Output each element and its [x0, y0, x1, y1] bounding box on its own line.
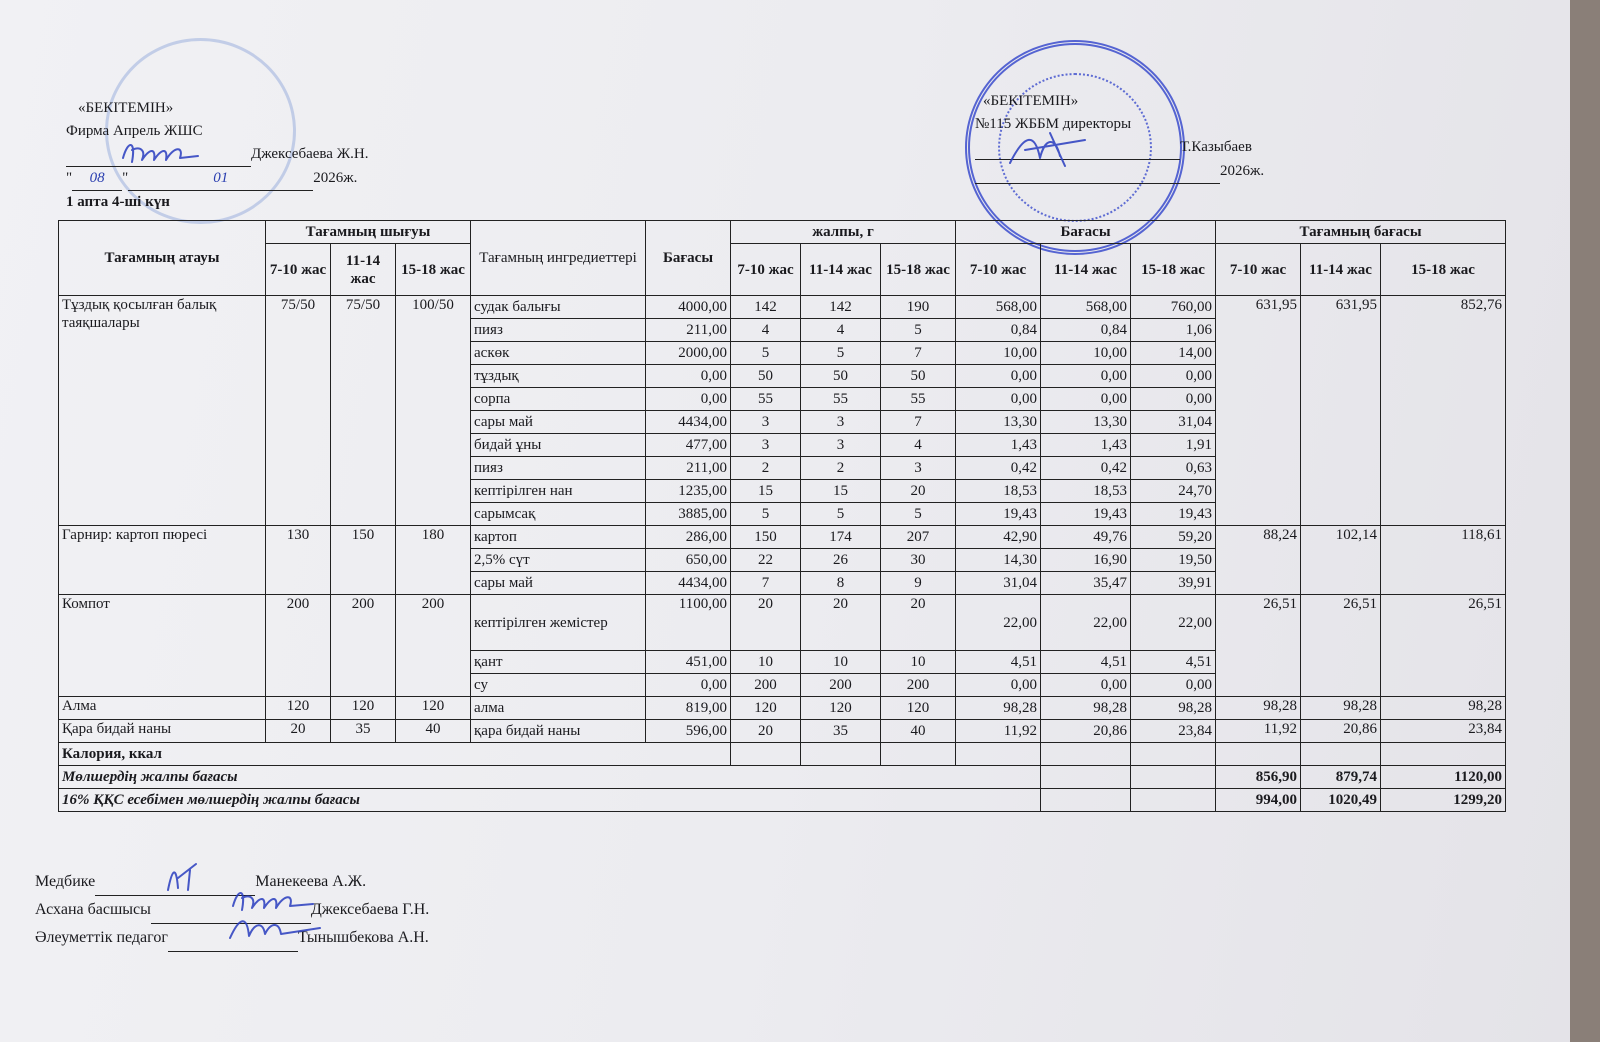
summary-value: 879,74: [1301, 766, 1381, 789]
ingredient-cost: 22,00: [1041, 595, 1131, 651]
ingredient-cost: 0,00: [956, 674, 1041, 697]
dish-output: 120: [266, 697, 331, 720]
ingredient-grams: 20: [881, 595, 956, 651]
ingredient-cost: 568,00: [956, 296, 1041, 319]
header-output-age: 7-10 жас: [266, 244, 331, 296]
ingredient-cost: 42,90: [956, 526, 1041, 549]
ingredient-name: сорпа: [471, 388, 646, 411]
ingredient-grams: 10: [881, 651, 956, 674]
ingredient-grams: 4: [801, 319, 881, 342]
ingredient-name: судак балығы: [471, 296, 646, 319]
ingredient-price: 211,00: [646, 319, 731, 342]
ingredient-price: 286,00: [646, 526, 731, 549]
ingredient-cost: 19,50: [1131, 549, 1216, 572]
approval-org: №115 ЖББМ директоры: [975, 116, 1132, 132]
approval-year: 2026ж.: [1220, 163, 1265, 179]
table-row: [59, 697, 1506, 720]
header-output: Тағамның шығуы: [266, 221, 471, 244]
ingredient-grams: 20: [881, 480, 956, 503]
approval-day: 08: [72, 167, 122, 191]
ingredient-grams: 55: [731, 388, 801, 411]
dish-total-cost: 26,51: [1381, 595, 1506, 697]
ingredient-grams: 120: [731, 697, 801, 720]
ingredient-cost: 0,84: [1041, 319, 1131, 342]
ingredient-grams: 9: [881, 572, 956, 595]
ingredient-cost: 4,51: [1131, 651, 1216, 674]
table-row: [59, 526, 1506, 549]
header-dish-cost: Тағамның бағасы: [1216, 221, 1506, 244]
empty-cell: [956, 743, 1041, 766]
ingredient-grams: 10: [801, 651, 881, 674]
signature-line-0: Медбике Манекеева А.Ж.: [35, 868, 429, 896]
ingredient-cost: 13,30: [1041, 411, 1131, 434]
ingredient-grams: 200: [731, 674, 801, 697]
ingredient-cost: 19,43: [1041, 503, 1131, 526]
ingredient-grams: 2: [801, 457, 881, 480]
ingredient-grams: 5: [801, 342, 881, 365]
ingredient-grams: 20: [801, 595, 881, 651]
ingredient-grams: 10: [731, 651, 801, 674]
dish-total-cost: 631,95: [1216, 296, 1301, 526]
ingredient-name: тұздық: [471, 365, 646, 388]
ingredient-price: 1235,00: [646, 480, 731, 503]
header-total-g: жалпы, г: [731, 221, 956, 244]
ingredient-grams: 5: [881, 503, 956, 526]
ingredient-name: су: [471, 674, 646, 697]
dish-total-cost: 102,14: [1301, 526, 1381, 595]
empty-cell: [1041, 743, 1131, 766]
ingredient-grams: 50: [801, 365, 881, 388]
ingredient-grams: 50: [731, 365, 801, 388]
approval-org: Фирма Апрель ЖШС: [66, 123, 203, 139]
dish-output: 120: [331, 697, 396, 720]
ingredient-grams: 2: [731, 457, 801, 480]
header-grams-age: 11-14 жас: [801, 244, 881, 296]
signature-line-2: Әлеуметтік педагог Тынышбекова А.Н.: [35, 924, 429, 952]
ingredient-cost: 0,42: [1041, 457, 1131, 480]
ingredient-cost: 20,86: [1041, 720, 1131, 743]
dish-total-cost: 20,86: [1301, 720, 1381, 743]
signature: [228, 884, 318, 914]
ingredient-grams: 142: [731, 296, 801, 319]
empty-cell: [1041, 789, 1131, 812]
header-cost: Бағасы: [956, 221, 1216, 244]
ingredient-name: қара бидай наны: [471, 720, 646, 743]
ingredient-cost: 18,53: [1041, 480, 1131, 503]
header-cost-age: 7-10 жас: [956, 244, 1041, 296]
ingredient-grams: 174: [801, 526, 881, 549]
ingredient-grams: 35: [801, 720, 881, 743]
approval-name: Т.Казыбаев: [1180, 139, 1252, 155]
summary-label: 16% ҚҚС есебімен мөлшердің жалпы бағасы: [59, 789, 1041, 812]
ingredient-grams: 4: [731, 319, 801, 342]
calories-row: [59, 743, 1506, 766]
ingredient-grams: 22: [731, 549, 801, 572]
ingredient-name: сарымсақ: [471, 503, 646, 526]
header-dish-cost-age: 7-10 жас: [1216, 244, 1301, 296]
ingredient-price: 211,00: [646, 457, 731, 480]
ingredient-cost: 1,43: [956, 434, 1041, 457]
ingredient-cost: 0,00: [956, 365, 1041, 388]
dish-name: Гарнир: картоп пюресі: [59, 526, 266, 595]
ingredient-cost: 98,28: [1041, 697, 1131, 720]
ingredient-price: 4000,00: [646, 296, 731, 319]
ingredient-grams: 150: [731, 526, 801, 549]
ingredient-cost: 0,63: [1131, 457, 1216, 480]
dish-total-cost: 852,76: [1381, 296, 1506, 526]
approval-month: 01: [128, 167, 313, 191]
ingredient-cost: 24,70: [1131, 480, 1216, 503]
ingredient-grams: 50: [881, 365, 956, 388]
calories-label: Калория, ккал: [59, 743, 731, 766]
dish-output: 150: [331, 526, 396, 595]
ingredient-cost: 0,00: [1131, 674, 1216, 697]
ingredient-cost: 0,00: [1131, 388, 1216, 411]
ingredient-price: 819,00: [646, 697, 731, 720]
ingredient-grams: 55: [801, 388, 881, 411]
dish-name: Тұздық қосылған балық таяқшалары: [59, 296, 266, 526]
ingredient-cost: 19,43: [1131, 503, 1216, 526]
ingredient-cost: 1,91: [1131, 434, 1216, 457]
dish-output: 35: [331, 720, 396, 743]
summary-value: 1299,20: [1381, 789, 1506, 812]
ingredient-grams: 5: [731, 342, 801, 365]
ingredient-cost: 10,00: [956, 342, 1041, 365]
header-ingredients: Тағамның ингредиеттері: [471, 221, 646, 296]
ingredient-cost: 31,04: [956, 572, 1041, 595]
dish-output: 200: [396, 595, 471, 697]
ingredient-price: 4434,00: [646, 572, 731, 595]
ingredient-price: 477,00: [646, 434, 731, 457]
ingredient-price: 596,00: [646, 720, 731, 743]
ingredient-grams: 8: [801, 572, 881, 595]
dish-total-cost: 26,51: [1216, 595, 1301, 697]
ingredient-cost: 23,84: [1131, 720, 1216, 743]
ingredient-price: 650,00: [646, 549, 731, 572]
ingredient-name: пияз: [471, 457, 646, 480]
ingredient-cost: 1,06: [1131, 319, 1216, 342]
dish-name: Қара бидай наны: [59, 720, 266, 743]
table-row: [59, 720, 1506, 743]
approval-name: Джексебаева Ж.Н.: [251, 146, 369, 162]
ingredient-cost: 22,00: [956, 595, 1041, 651]
empty-cell: [1131, 743, 1216, 766]
dish-total-cost: 26,51: [1301, 595, 1381, 697]
ingredient-cost: 18,53: [956, 480, 1041, 503]
header-dish-cost-age: 11-14 жас: [1301, 244, 1381, 296]
ingredient-name: бидай ұны: [471, 434, 646, 457]
dish-total-cost: 98,28: [1381, 697, 1506, 720]
dish-total-cost: 11,92: [1216, 720, 1301, 743]
empty-cell: [1301, 743, 1381, 766]
ingredient-cost: 14,30: [956, 549, 1041, 572]
table-row: [59, 595, 1506, 651]
empty-cell: [731, 743, 801, 766]
ingredient-price: 4434,00: [646, 411, 731, 434]
ingredient-cost: 98,28: [1131, 697, 1216, 720]
summary-label: Мөлшердің жалпы бағасы: [59, 766, 1041, 789]
dish-output: 200: [266, 595, 331, 697]
ingredient-cost: 16,90: [1041, 549, 1131, 572]
ingredient-cost: 4,51: [1041, 651, 1131, 674]
dish-name: Алма: [59, 697, 266, 720]
empty-cell: [1041, 766, 1131, 789]
ingredient-grams: 3: [801, 411, 881, 434]
signature: [160, 860, 210, 892]
ingredient-cost: 98,28: [956, 697, 1041, 720]
ingredient-cost: 0,42: [956, 457, 1041, 480]
ingredient-name: аскөк: [471, 342, 646, 365]
ingredient-name: кептірілген нан: [471, 480, 646, 503]
ingredient-cost: 49,76: [1041, 526, 1131, 549]
ingredient-cost: 0,00: [1041, 388, 1131, 411]
ingredient-name: пияз: [471, 319, 646, 342]
dish-output: 200: [331, 595, 396, 697]
approval-left: «БЕКІТЕМІН» Фирма Апрель ЖШС Джексебаева Ж.Н. " 08 " 01 2026ж. 1 апта 4-ші күн: [66, 97, 368, 214]
dish-total-cost: 23,84: [1381, 720, 1506, 743]
ingredient-name: сары май: [471, 411, 646, 434]
ingredient-grams: 120: [881, 697, 956, 720]
menu-table: [58, 220, 1506, 812]
table-row: [59, 296, 1506, 319]
ingredient-price: 3885,00: [646, 503, 731, 526]
ingredient-cost: 59,20: [1131, 526, 1216, 549]
ingredient-cost: 13,30: [956, 411, 1041, 434]
ingredient-name: картоп: [471, 526, 646, 549]
ingredient-cost: 39,91: [1131, 572, 1216, 595]
ingredient-grams: 26: [801, 549, 881, 572]
ingredient-grams: 200: [801, 674, 881, 697]
header-grams-age: 15-18 жас: [881, 244, 956, 296]
ingredient-grams: 3: [801, 434, 881, 457]
header-cost-age: 15-18 жас: [1131, 244, 1216, 296]
approval-year: 2026ж.: [313, 170, 358, 186]
dish-output: 180: [396, 526, 471, 595]
ingredient-price: 0,00: [646, 674, 731, 697]
ingredient-grams: 15: [801, 480, 881, 503]
summary-value: 994,00: [1216, 789, 1301, 812]
dish-total-cost: 98,28: [1301, 697, 1381, 720]
ingredient-price: 2000,00: [646, 342, 731, 365]
empty-cell: [1216, 743, 1301, 766]
ingredient-grams: 120: [801, 697, 881, 720]
header-output-age: 15-18 жас: [396, 244, 471, 296]
ingredient-name: 2,5% сүт: [471, 549, 646, 572]
ingredient-grams: 7: [731, 572, 801, 595]
ingredient-grams: 3: [731, 434, 801, 457]
vat-total-price-row: [59, 789, 1506, 812]
empty-cell: [801, 743, 881, 766]
header-price: Бағасы: [646, 221, 731, 296]
ingredient-grams: 5: [881, 319, 956, 342]
ingredient-price: 1100,00: [646, 595, 731, 651]
approval-title: «БЕКІТЕМІН»: [983, 93, 1079, 109]
dish-total-cost: 631,95: [1301, 296, 1381, 526]
ingredient-cost: 4,51: [956, 651, 1041, 674]
dish-output: 130: [266, 526, 331, 595]
dish-output: 75/50: [331, 296, 396, 526]
empty-cell: [881, 743, 956, 766]
empty-cell: [1381, 743, 1506, 766]
ingredient-grams: 7: [881, 342, 956, 365]
ingredient-grams: 15: [731, 480, 801, 503]
dish-total-cost: 98,28: [1216, 697, 1301, 720]
ingredient-grams: 190: [881, 296, 956, 319]
dish-output: 120: [396, 697, 471, 720]
ingredient-grams: 30: [881, 549, 956, 572]
ingredient-name: сары май: [471, 572, 646, 595]
ingredient-price: 0,00: [646, 365, 731, 388]
header-dish-name: Тағамның атауы: [59, 221, 266, 296]
empty-cell: [1131, 789, 1216, 812]
ingredient-grams: 20: [731, 720, 801, 743]
header-output-age: 11-14 жас: [331, 244, 396, 296]
ingredient-cost: 31,04: [1131, 411, 1216, 434]
total-price-row: [59, 766, 1506, 789]
ingredient-name: қант: [471, 651, 646, 674]
dish-total-cost: 88,24: [1216, 526, 1301, 595]
ingredient-grams: 4: [881, 434, 956, 457]
dish-output: 100/50: [396, 296, 471, 526]
dish-total-cost: 118,61: [1381, 526, 1506, 595]
ingredient-grams: 5: [731, 503, 801, 526]
signature: [225, 912, 325, 942]
ingredient-price: 0,00: [646, 388, 731, 411]
dish-output: 20: [266, 720, 331, 743]
ingredient-cost: 0,84: [956, 319, 1041, 342]
ingredient-cost: 35,47: [1041, 572, 1131, 595]
ingredient-cost: 10,00: [1041, 342, 1131, 365]
ingredient-name: алма: [471, 697, 646, 720]
ingredient-cost: 760,00: [1131, 296, 1216, 319]
ingredient-grams: 3: [881, 457, 956, 480]
week-day-label: 1 апта 4-ші күн: [66, 194, 170, 210]
signature-line-1: Асхана басшысы Джексебаева Г.Н.: [35, 896, 429, 924]
ingredient-cost: 0,00: [1041, 674, 1131, 697]
summary-value: 1020,49: [1301, 789, 1381, 812]
dish-output: 40: [396, 720, 471, 743]
ingredient-cost: 0,00: [956, 388, 1041, 411]
ingredient-cost: 14,00: [1131, 342, 1216, 365]
signature: [1005, 128, 1095, 168]
ingredient-grams: 207: [881, 526, 956, 549]
header-grams-age: 7-10 жас: [731, 244, 801, 296]
summary-value: 856,90: [1216, 766, 1301, 789]
summary-value: 1120,00: [1381, 766, 1506, 789]
signature: [118, 138, 208, 168]
empty-cell: [1131, 766, 1216, 789]
ingredient-cost: 1,43: [1041, 434, 1131, 457]
dish-output: 75/50: [266, 296, 331, 526]
ingredient-name: кептірілген жемістер: [471, 595, 646, 651]
ingredient-cost: 11,92: [956, 720, 1041, 743]
ingredient-grams: 40: [881, 720, 956, 743]
header-dish-cost-age: 15-18 жас: [1381, 244, 1506, 296]
ingredient-cost: 568,00: [1041, 296, 1131, 319]
ingredient-price: 451,00: [646, 651, 731, 674]
ingredient-grams: 55: [881, 388, 956, 411]
ingredient-grams: 142: [801, 296, 881, 319]
ingredient-grams: 5: [801, 503, 881, 526]
ingredient-cost: 0,00: [1131, 365, 1216, 388]
ingredient-grams: 200: [881, 674, 956, 697]
ingredient-cost: 19,43: [956, 503, 1041, 526]
ingredient-grams: 7: [881, 411, 956, 434]
ingredient-cost: 22,00: [1131, 595, 1216, 651]
dish-name: Компот: [59, 595, 266, 697]
ingredient-cost: 0,00: [1041, 365, 1131, 388]
ingredient-grams: 3: [731, 411, 801, 434]
approval-title: «БЕКІТЕМІН»: [78, 100, 174, 116]
header-cost-age: 11-14 жас: [1041, 244, 1131, 296]
ingredient-grams: 20: [731, 595, 801, 651]
